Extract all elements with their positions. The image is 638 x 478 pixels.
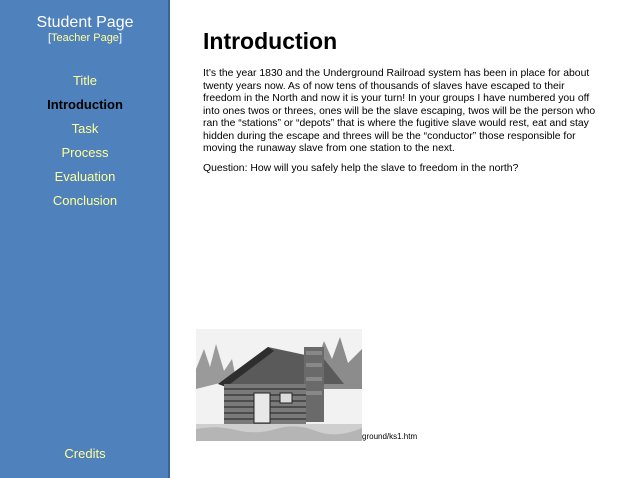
nav-credits[interactable]: Credits xyxy=(64,446,106,461)
sidebar-title: Student Page xyxy=(36,14,134,31)
teacher-bracket-open: [ xyxy=(47,32,52,44)
sidebar xyxy=(0,0,170,478)
log-cabin-photo xyxy=(196,329,362,441)
question-text: Question: How will you safely help the slave to freedom in the north? xyxy=(203,163,519,174)
page-title: Introduction xyxy=(203,28,338,54)
nav-evaluation[interactable]: Evaluation xyxy=(54,169,116,184)
teacher-page-link-wrapper xyxy=(0,32,170,44)
nav-task[interactable]: Task xyxy=(71,121,99,136)
nav-introduction[interactable]: Introduction xyxy=(47,97,123,112)
nav-title[interactable]: Title xyxy=(72,73,98,88)
log-cabin-drawing xyxy=(196,329,362,441)
teacher-page-link[interactable]: Teacher Page xyxy=(51,32,119,44)
image-caption: ground/ks1.htm xyxy=(362,432,418,441)
nav-conclusion[interactable]: Conclusion xyxy=(52,193,118,208)
nav-process[interactable]: Process xyxy=(61,145,109,160)
intro-paragraph: It’s the year 1830 and the Underground Railroad system has been in place for about twenty years now. As of now tens of thousands of slaves have escaped to their freedom in the North and now it is your turn! In your groups I have numbered you off into ones twos or threes, ones will be the slave escaping, twos will be the person who ran the “stations” or “depots” that is where the fugitive slave would rest, eat and stay hidden during the escape and threes will be the “conductor” those responsible for moving the runaway slave from one station to the next. xyxy=(203,68,596,154)
teacher-bracket-close: ] xyxy=(118,32,122,44)
